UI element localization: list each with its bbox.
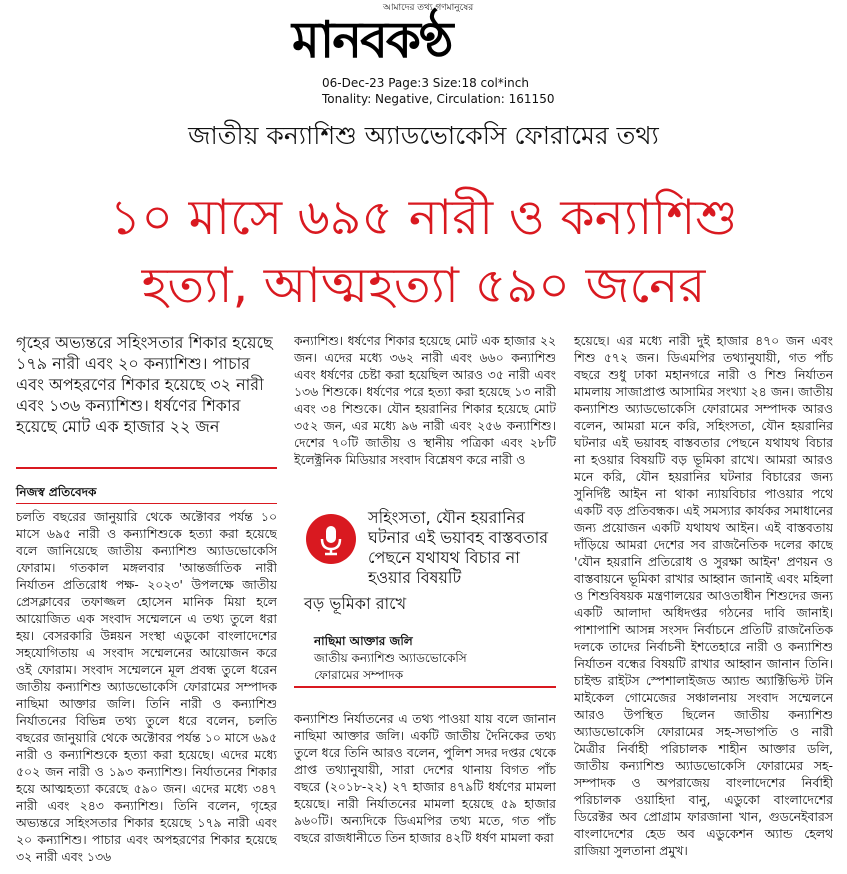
clipping-meta: [322, 75, 554, 107]
article-intro: গৃহের অভ্যন্তরে সহিংসতার শিকার হয়েছে ১৭৯ নারী এবং ২০ কন্যাশিশু। পাচার এবং অপহরণের শিকার হয়েছে ৩২ নারী এবং ১৩৬ কন্যাশিশু। ধর্ষণের শিকার হয়েছে মোট এক হাজার ২২ জন: [16, 333, 273, 436]
microphone-icon: [306, 514, 356, 564]
headline-line2: হত্যা, আত্মহত্যা ৫৯০ জনের: [141, 257, 706, 314]
quote-author: [314, 633, 467, 684]
masthead: [0, 0, 847, 110]
clipping-meta-line1: 06-Dec-23 Page:3 Size:18 col*inch: [322, 76, 529, 90]
clipping-meta-line2: Tonality: Negative, Circulation: 161150: [322, 92, 555, 106]
article-column-2-bottom: কন্যাশিশু নির্যাতনের এ তথ্য পাওয়া যায় বলে জানান নাছিমা আক্তার জলি। একটি জাতীয় দৈনিকের তথ্য তুলে ধরে তিনি আরও বলেন, পুলিশ সদর দপ্তর থেকে প্রাপ্ত তথ্যানুযায়ী, সারা দেশের থানায় বিগত পাঁচ বছরে (২০১৮-২২) ২৭ হাজার ৪৭৯টি ধর্ষণের মামলা হয়েছে। নারী নির্যাতনের মামলা হয়েছে ৫৯ হাজার ৯৬০টি। অন্যদিকে ডিএমপির তথ্য মতে, গত পাঁচ বছরে রাজধানীতে তিন হাজার ৪২টি ধর্ষণ মামলা করা: [294, 711, 556, 845]
quote-divider: [294, 686, 556, 688]
byline-divider: [16, 503, 277, 504]
quote-author-role1: জাতীয় কন্যাশিশু অ্যাডভোকেসি: [314, 651, 467, 665]
article-kicker: জাতীয় কন্যাশিশু অ্যাডভোকেসি ফোরামের তথ্য: [188, 121, 659, 150]
article-column-2-top: কন্যাশিশু। ধর্ষণের শিকার হয়েছে মোট এক হাজার ২২ জন। এদের মধ্যে ৩৬২ নারী এবং ৬৬০ কন্যাশিশু এবং ধর্ষণের চেষ্টা করা হয়েছিল আরও ৩৫ নারী এবং ১৩৬ শিশুকে। ধর্ষণের পরে হত্যা করা হয়েছে ১৩ নারী এবং ৩৪ শিশুকে। যৌন হয়রানির শিকার হয়েছে মোট ৩৫২ জন, এর মধ্যে ৯৬ নারী এবং ২৫৬ কন্যাশিশু। দেশের ৭০টি জাতীয় ও স্থানীয় পত্রিকা এবং ২৮টি ইলেক্ট্রনিক মিডিয়ার সংবাদ বিশ্লেষণ করে নারী ও: [294, 333, 556, 467]
article-column-3: হয়েছে। এর মধ্যে নারী দুই হাজার ৪৭০ জন এবং শিশু ৫৭২ জন। ডিএমপির তথ্যানুযায়ী, গত পাঁচ বছরে শুধু ঢাকা মহানগরে নারী ও শিশু নির্যাতন মামলায় সাজাপ্রাপ্ত আসামির সংখ্যা ২৪ জন। জাতীয় কন্যাশিশু অ্যাডভোকেসি ফোরামের সম্পাদক আরও বলেন, আমরা মনে করি, সহিংসতা, যৌন হয়রানির ঘটনার এই ভয়াবহ বাস্তবতার পেছনে যথাযথ বিচার না হওয়ার বিষয়টি বড় ভূমিকা রাখে। আমরা আরও মনে করি, যৌন হয়রানির ঘটনার বিচারের জন্য সুনির্দিষ্ট আইন না থাকা ন্যায়বিচার পাওয়ার পথে একটি বড় প্রতিবন্ধক। এই সমস্যার কার্যকর সমাধানের জন্য প্রয়োজন একটি যথাযথ আইন। এই বাস্তবতায় দাঁড়িয়ে আমরা দেশের সব রাজনৈতিক দলের কাছে 'যৌন হয়রানি প্রতিরোধ ও সুরক্ষা আইন' প্রণয়ন ও বাস্তবায়নে ভূমিকা রাখার আহ্বান জানাই এবং মহিলা ও শিশুবিষয়ক মন্ত্রণালয়ের আওতাধীন শিশুদের জন্য একটি আলাদা অধিদপ্তর গঠনের দাবি জানাই। পাশাপাশি আসন্ন সংসদ নির্বাচনে প্রতিটি রাজনৈতিক দলকে তাদের নির্বাচনী ইশতেহারে নারী ও কন্যাশিশু নির্যাতন বন্ধের বিষয়টি রাখার আহ্বান জানান তিনি। চাইল্ড রাইটস স্পেশালাইজড অ্যান্ড অ্যাক্টিভিস্ট টনি মাইকেল গোমেজের সঞ্চালনায় সংবাদ সম্মেলনে আরও উপস্থিত ছিলেন জাতীয় কন্যাশিশু অ্যাডভোকেসি ফোরামের সহ-সভাপতি ও নারী মৈত্রীর নির্বাহী পরিচালক শাহীন আক্তার ডলি, জাতীয় কন্যাশিশু অ্যাডভোকেসি ফোরামের সহ-সম্পাদক ও অপরাজেয় বাংলাদেশের নির্বাহী পরিচালক ওয়াহিদা বানু, এডুকো বাংলাদেশের ডিরেক্টর অব প্রোগ্রাম ফারজানা খান, গুডনেইবারস বাংলাদেশের হেড অব এডুকেশন অ্যান্ড হেলথ রাজিয়া সুলতানা প্রমুখ।: [574, 333, 833, 858]
pull-quote-last-line: বড় ভূমিকা রাখে: [304, 594, 407, 613]
pull-quote: [294, 508, 556, 628]
byline: নিজস্ব প্রতিবেদক: [16, 485, 97, 499]
masthead-tagline: আমাদের তথ্য গণমানুষের: [383, 3, 474, 13]
intro-divider: [16, 467, 277, 469]
headline-line1: ১০ মাসে ৬৯৫ নারী ও কন্যাশিশু: [109, 189, 738, 246]
newspaper-logo: মানবকণ্ঠ: [292, 11, 452, 69]
pull-quote-text: সহিংসতা, যৌন হয়রানির ঘটনার এই ভয়াবহ বাস্তবতার পেছনে যথাযথ বিচার না হওয়ার বিষয়টি: [368, 508, 549, 587]
quote-author-name: নাছিমা আক্তার জলি: [314, 634, 413, 648]
quote-author-role2: ফোরামের সম্পাদক: [314, 668, 404, 682]
article-column-1: চলতি বছরের জানুয়ারি থেকে অক্টোবর পর্যন্ত ১০ মাসে ৬৯৫ নারী ও কন্যাশিশুকে হত্যা করা হয়েছে বলে জানিয়েছে জাতীয় কন্যাশিশু অ্যাডভোকেসি ফোরাম। গতকাল মঙ্গলবার 'আন্তর্জাতিক নারী নির্যাতন প্রতিরোধ পক্ষ- ২০২৩' উপলক্ষে জাতীয় প্রেসক্লাবের তফাজ্জল হোসেন মানিক মিয়া হলে আয়োজিত এক সংবাদ সম্মেলনে এ তথ্য তুলে ধরা হয়। বেসরকারি উন্নয়ন সংস্থা এডুকো বাংলাদেশের সহযোগিতায় এ সংবাদ সম্মেলনের আয়োজন করে ওই ফোরাম। সংবাদ সম্মেলনে মূল প্রবন্ধ তুলে ধরেন জাতীয় কন্যাশিশু অ্যাডভোকেসি ফোরামের সম্পাদক নাছিমা আক্তার জলি। তিনি নারী ও কন্যাশিশু নির্যাতনের বিভিন্ন তথ্য তুলে ধরে বলেন, চলতি বছরের জানুয়ারি থেকে অক্টোবর পর্যন্ত ১০ মাসে ৬৯৫ নারী ও কন্যাশিশুকে হত্যা করা হয়েছে। এদের মধ্যে ৫০২ জন নারী ও ১৯৩ কন্যাশিশু। নির্যাতনের শিকার হয়ে আত্মহত্যা করেছে ৫৯০ জন। এদের মধ্যে ৩৪৭ নারী এবং ২৪৩ কন্যাশিশু। তিনি বলেন, গৃহের অভ্যন্তরে সহিংসতার শিকার হয়েছে ১৭৯ নারী এবং ২০ কন্যাশিশু। পাচার এবং অপহরণের শিকার হয়েছে ৩২ নারী এবং ১৩৬: [16, 509, 277, 864]
